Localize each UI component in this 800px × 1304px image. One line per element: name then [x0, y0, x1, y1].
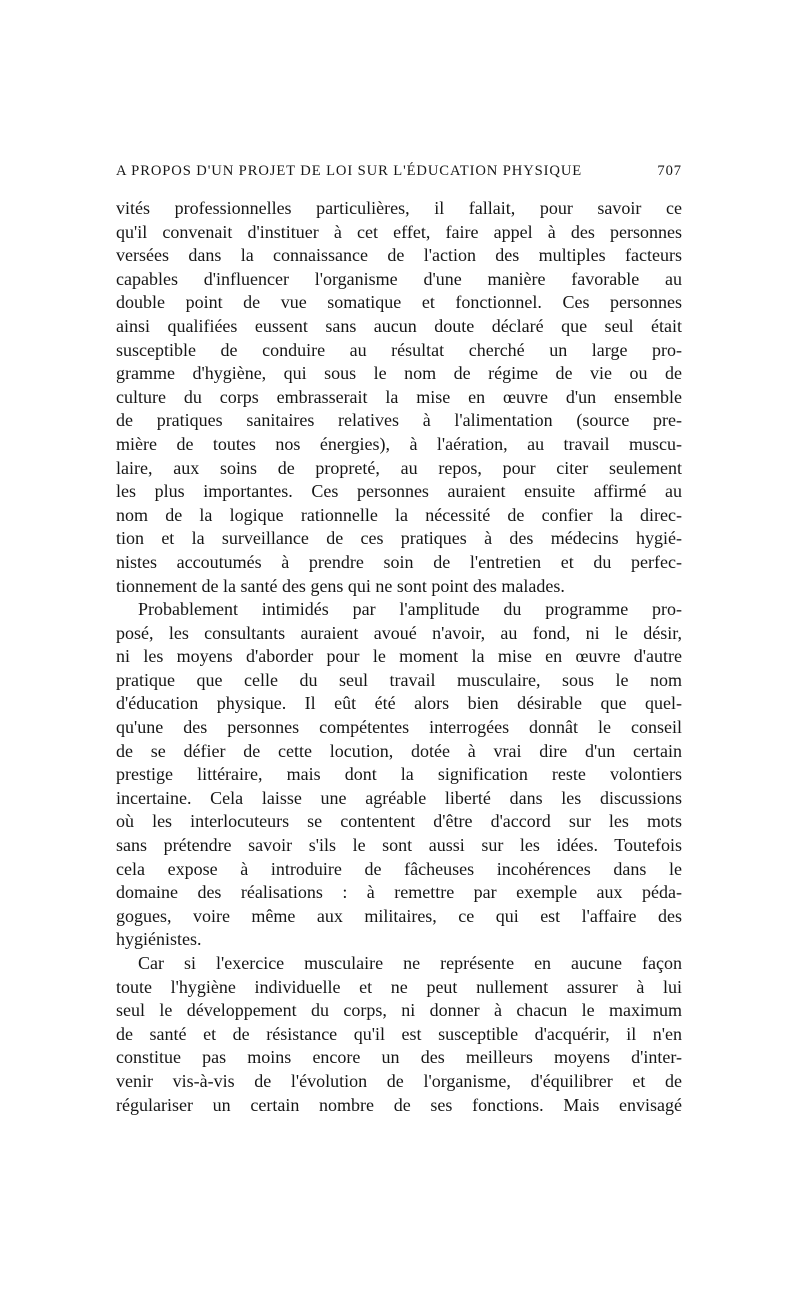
text-line: vités professionnelles particulières, il fallait, pour savoir ce: [116, 198, 682, 218]
text-line: de se défier de cette locution, dotée à vrai dire d'un certain: [116, 740, 682, 761]
text-line: de pratiques sanitaires relatives à l'alimentation (source pre-: [116, 410, 682, 431]
text-line: constitue pas moins encore un des meilleurs moyens d'inter-: [116, 1047, 682, 1068]
text-line: ni les moyens d'aborder pour le moment la mise en œuvre d'autre: [116, 646, 682, 667]
paragraph-start-line: Car si l'exercice musculaire ne représente en aucune façon: [138, 953, 682, 973]
text-line: laire, aux soins de propreté, au repos, pour citer seulement: [116, 457, 682, 478]
text-line: les plus importantes. Ces personnes auraient ensuite affirmé au: [116, 481, 682, 502]
text-line: cela expose à introduire de fâcheuses incohérences dans le: [116, 858, 682, 879]
text-line: de santé et de résistance qu'il est susceptible d'acquérir, il n'en: [116, 1023, 682, 1044]
paragraph-start-line: Probablement intimidés par l'amplitude du programme pro-: [138, 599, 682, 620]
text-line: tion et la surveillance de ces pratiques à des médecins hygié-: [116, 528, 682, 549]
text-line: double point de vue somatique et fonctionnel. Ces personnes: [116, 292, 682, 313]
text-line: gogues, voire même aux militaires, ce qui est l'affaire des: [116, 905, 682, 926]
text-line: nistes accoutumés à prendre soin de l'entretien et du perfec-: [116, 551, 682, 572]
text-line: où les interlocuteurs se contentent d'être d'accord sur les mots: [116, 811, 682, 832]
text-line: ainsi qualifiées eussent sans aucun doute déclaré que seul était: [116, 315, 682, 336]
text-line: qu'une des personnes compétentes interrogées donnât le conseil: [116, 717, 682, 738]
text-line: prestige littéraire, mais dont la signification reste volontiers: [116, 764, 682, 785]
text-line: incertaine. Cela laisse une agréable liberté dans les discussions: [116, 787, 682, 808]
text-line: qu'il convenait d'instituer à cet effet, faire appel à des personnes: [116, 221, 682, 242]
paragraph-end-line: hygiénistes.: [116, 929, 202, 950]
text-line: nom de la logique rationnelle la nécessité de confier la direc-: [116, 504, 682, 525]
text-line: seul le développement du corps, ni donner à chacun le maximum: [116, 1000, 682, 1021]
page-number: 707: [657, 163, 682, 179]
paragraph-end-line: tionnement de la santé des gens qui ne sont point des malades.: [116, 575, 565, 596]
text-line: posé, les consultants auraient avoué n'avoir, au fond, ni le désir,: [116, 622, 682, 643]
text-line: domaine des réalisations : à remettre par exemple aux péda-: [116, 882, 682, 903]
text-line: gramme d'hygiène, qui sous le nom de régime de vie ou de: [116, 363, 682, 384]
body-text: [116, 197, 682, 1117]
text-line: culture du corps embrasserait la mise en œuvre d'un ensemble: [116, 386, 682, 407]
text-line: régulariser un certain nombre de ses fonctions. Mais envisagé: [116, 1094, 682, 1115]
text-line: versées dans la connaissance de l'action des multiples facteurs: [116, 245, 682, 266]
text-line: sans prétendre savoir s'ils le sont aussi sur les idées. Toutefois: [116, 835, 682, 856]
text-line: venir vis-à-vis de l'évolution de l'organisme, d'équilibrer et de: [116, 1070, 682, 1091]
running-head-title: A PROPOS D'UN PROJET DE LOI SUR L'ÉDUCATION PHYSIQUE: [116, 163, 583, 179]
running-head: [116, 159, 682, 183]
text-line: d'éducation physique. Il eût été alors bien désirable que quel-: [116, 693, 682, 714]
text-line: mière de toutes nos énergies), à l'aération, au travail muscu-: [116, 433, 682, 454]
text-line: toute l'hygiène individuelle et ne peut nullement assurer à lui: [116, 976, 682, 997]
text-line: pratique que celle du seul travail musculaire, sous le nom: [116, 669, 682, 690]
text-line: capables d'influencer l'organisme d'une manière favorable au: [116, 268, 682, 289]
text-line: susceptible de conduire au résultat cherché un large pro-: [116, 339, 682, 360]
